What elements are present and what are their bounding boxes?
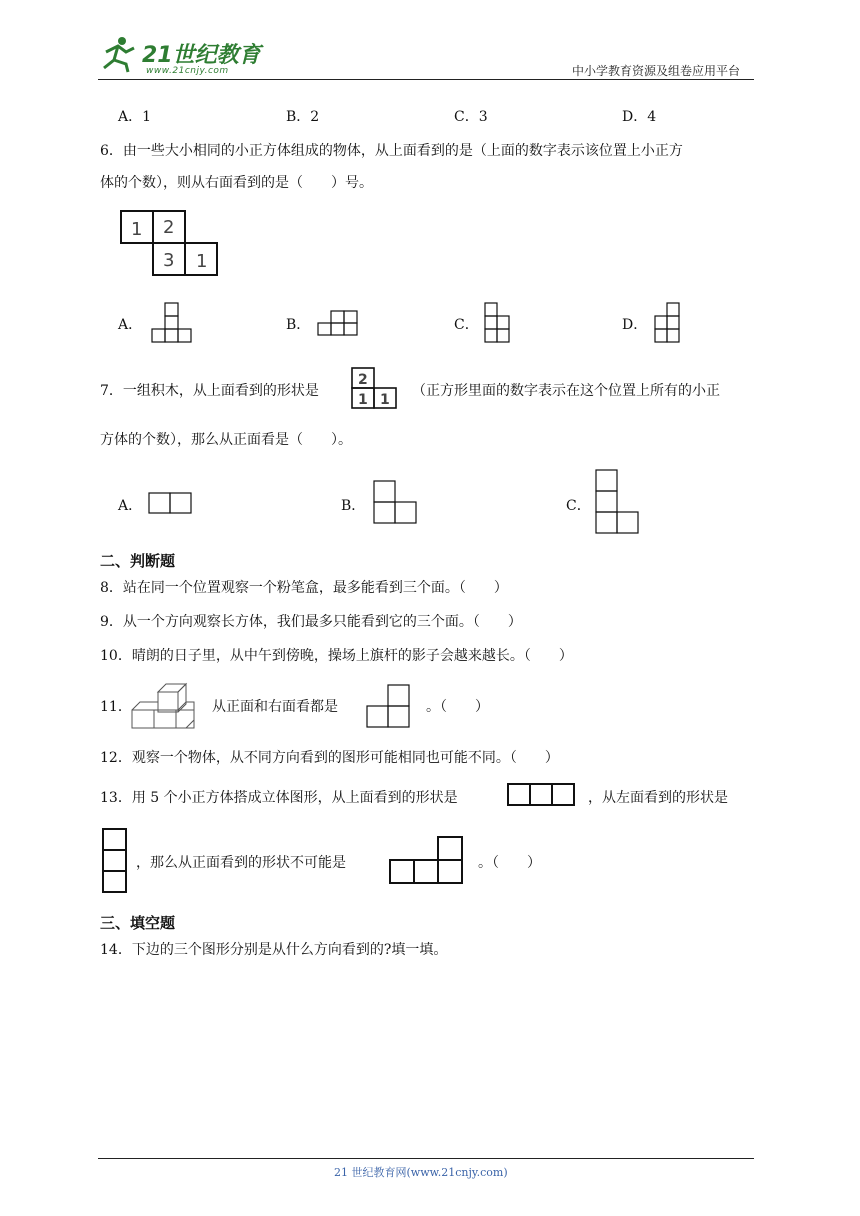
- q7-line2: 方体的个数），那么从正面看是（ ）。: [100, 432, 352, 448]
- logo-sub-text: www.21cnjy.com: [146, 66, 229, 76]
- q12-text: 12．观察一个物体，从不同方向看到的图形可能相同也可能不同。（ ）: [100, 750, 559, 766]
- q6-grid-num-4: 1: [196, 251, 208, 272]
- q6-line1: 6．由一些大小相同的小正方体组成的物体，从上面看到的是（上面的数字表示该位置上小正方: [100, 143, 683, 159]
- q6-grid-num-3: 3: [163, 250, 175, 271]
- q11-cube-figure: [130, 682, 202, 732]
- q9-text: 9．从一个方向观察长方体，我们最多只能看到它的三个面。（ ）: [100, 614, 522, 630]
- q6-option-d-label: D．: [622, 317, 648, 333]
- q7-grid-num-2: 1: [358, 392, 368, 408]
- q6-option-a-label: A．: [118, 317, 143, 333]
- q7-option-c-shape: [595, 469, 641, 537]
- q7-grid-num-3: 1: [380, 392, 390, 408]
- q6-option-d-shape: [654, 302, 684, 344]
- header-right-text: 中小学教育资源及组卷应用平台: [572, 64, 741, 78]
- q10-text: 10．晴朗的日子里，从中午到傍晚，操场上旗杆的影子会越来越长。（ ）: [100, 648, 573, 664]
- q13-left-view-shape: [102, 828, 130, 898]
- q7-grid-num-1: 2: [358, 372, 368, 388]
- q13-front-view-shape: [388, 836, 468, 888]
- q8-text: 8．站在同一个位置观察一个粉笔盒，最多能看到三个面。（ ）: [100, 580, 508, 596]
- q11-number: 11．: [100, 699, 132, 715]
- q14-text: 14．下边的三个图形分别是从什么方向看到的?填一填。: [100, 942, 448, 958]
- q6-option-b-shape: [318, 310, 360, 340]
- q5-option-a: A．1: [118, 109, 152, 125]
- q5-option-c: C．3: [454, 109, 488, 125]
- footer-text: 21 世纪教育网(www.21cnjy.com): [334, 1166, 508, 1179]
- logo-main-text: 21世纪教育: [142, 43, 261, 68]
- q7-option-b-shape: [373, 480, 419, 526]
- q13-tail: 。（ ）: [478, 855, 541, 871]
- q6-option-a-shape: [152, 302, 194, 344]
- logo: [96, 34, 266, 78]
- q7-top-view-grid: [350, 366, 402, 412]
- q13-part3: ，那么从正面看到的形状不可能是: [136, 855, 346, 871]
- q6-option-c-label: C．: [454, 317, 479, 333]
- q11-tail: 。（ ）: [426, 699, 489, 715]
- q5-option-b: B．2: [286, 109, 320, 125]
- q11-text: 从正面和右面看都是: [212, 699, 338, 715]
- section-2-title: 二、判断题: [100, 552, 176, 570]
- q6-option-b-label: B．: [286, 317, 311, 333]
- q6-grid-num-2: 2: [163, 217, 175, 238]
- q6-option-c-shape: [484, 302, 514, 344]
- q13-part2: ，从左面看到的形状是: [588, 790, 728, 806]
- header-divider: [98, 79, 754, 80]
- q7-part1: 7．一组积木，从上面看到的形状是: [100, 383, 319, 399]
- q7-part2: （正方形里面的数字表示在这个位置上所有的小正: [412, 383, 720, 399]
- q5-option-d: D．4: [622, 109, 657, 125]
- q13-part1: 13．用 5 个小正方体搭成立体图形，从上面看到的形状是: [100, 790, 458, 806]
- section-3-title: 三、填空题: [100, 914, 176, 932]
- q7-option-a-label: A．: [118, 498, 143, 514]
- q11-view-shape: [366, 684, 412, 730]
- q7-option-c-label: C．: [566, 498, 591, 514]
- q6-line2: 体的个数），则从右面看到的是（ ）号。: [100, 175, 373, 191]
- runner-logo-icon: [96, 34, 136, 74]
- q6-grid-num-1: 1: [131, 219, 143, 240]
- q7-option-b-label: B．: [341, 498, 366, 514]
- q6-top-view-grid: [120, 210, 220, 280]
- q13-top-view-shape: [507, 783, 577, 811]
- footer-divider: [98, 1158, 754, 1159]
- q7-option-a-shape: [148, 492, 194, 516]
